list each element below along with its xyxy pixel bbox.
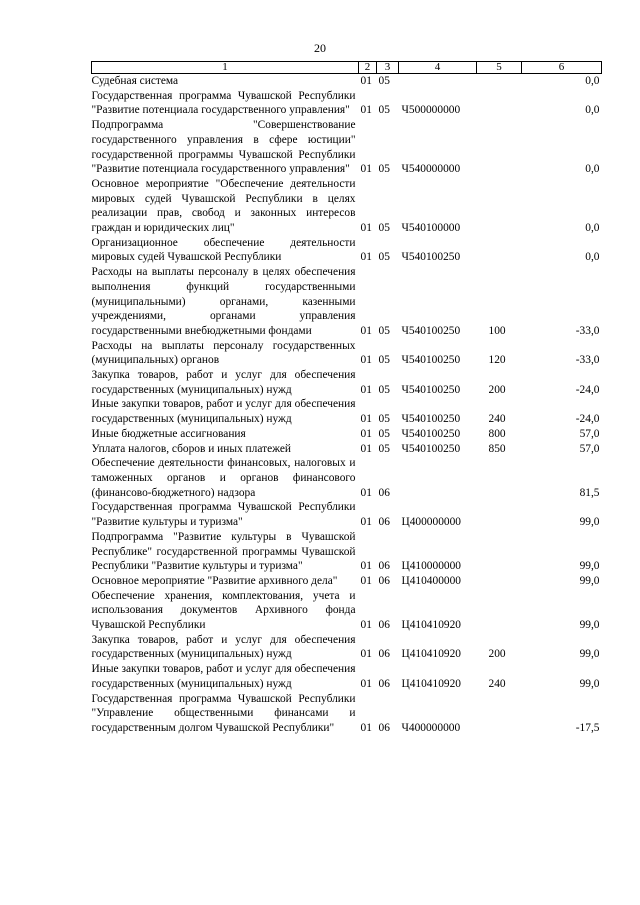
row-description: Иные бюджетные ассигнования [91, 427, 246, 440]
row-subsection: 05 [378, 163, 390, 176]
table-body [92, 74, 602, 736]
table-row [92, 662, 602, 691]
row-expense-type: 800 [488, 427, 506, 440]
row-expense-type [477, 177, 522, 236]
table-row [92, 456, 602, 500]
row-amount: 0,0 [585, 251, 600, 264]
row-section: 01 [360, 251, 372, 264]
column-header-section: 2 [359, 62, 377, 74]
table-header [92, 62, 602, 74]
row-subsection: 05 [378, 383, 390, 396]
column-header-subsection: 3 [377, 62, 399, 74]
row-section: 01 [360, 104, 372, 117]
row-target-article [399, 74, 477, 89]
row-expense-type [477, 530, 522, 574]
column-header-name: 1 [92, 62, 359, 74]
row-expense-type: 240 [488, 413, 506, 426]
row-description: Основное мероприятие "Обеспечение деятельности мировых судей Чувашской Республики в целях реализации прав, свобод и законных интересов граждан и юридических лиц" [91, 177, 356, 235]
table-row [92, 368, 602, 397]
row-description: Иные закупки товаров, работ и услуг для обеспечения государственных (муниципальных) нужд [91, 663, 356, 690]
row-section: 01 [360, 413, 372, 426]
row-amount: -24,0 [575, 383, 600, 396]
row-amount: -33,0 [575, 324, 600, 337]
row-description: Государственная программа Чувашской Республики "Развитие потенциала государственного управления" [91, 89, 356, 117]
row-amount: 0,0 [585, 222, 600, 235]
row-expense-type [477, 500, 522, 529]
table-row [92, 339, 602, 368]
row-amount: 99,0 [579, 619, 600, 632]
table-row [92, 530, 602, 574]
row-target-article: Ц400000000 [401, 516, 461, 529]
row-target-article: Ц410410920 [401, 648, 461, 661]
row-target-article: Ч540100250 [401, 354, 461, 367]
row-description: Закупка товаров, работ и услуг для обеспечения государственных (муниципальных) нужд [91, 633, 356, 661]
row-target-article: Ц410410920 [401, 619, 461, 632]
row-target-article: Ц410410920 [401, 677, 461, 690]
row-section: 01 [360, 324, 372, 337]
row-target-article: Ч500000000 [401, 104, 461, 117]
row-section: 01 [360, 721, 372, 734]
row-subsection: 05 [378, 75, 390, 87]
row-target-article: Ч540100250 [401, 324, 461, 337]
row-subsection: 05 [378, 222, 390, 235]
row-target-article [399, 456, 477, 500]
row-section: 01 [360, 486, 372, 499]
row-description: Уплата налогов, сборов и иных платежей [91, 442, 291, 455]
row-amount: 99,0 [579, 560, 600, 573]
row-section: 01 [360, 516, 372, 529]
row-section: 01 [360, 222, 372, 235]
row-subsection: 06 [378, 516, 390, 529]
row-subsection: 06 [378, 560, 390, 573]
row-expense-type: 240 [488, 677, 506, 690]
row-subsection: 05 [378, 354, 390, 367]
row-expense-type [477, 574, 522, 589]
row-section: 01 [360, 354, 372, 367]
row-description: Государственная программа Чувашской Республики "Развитие культуры и туризма" [91, 501, 356, 529]
table-row [92, 177, 602, 236]
row-subsection: 06 [378, 648, 390, 661]
row-target-article: Ц410400000 [401, 574, 461, 587]
row-expense-type [477, 236, 522, 265]
row-amount: -17,5 [575, 721, 600, 734]
row-subsection: 05 [378, 427, 390, 440]
row-description: Судебная система [91, 75, 179, 87]
row-target-article: Ч540100250 [401, 413, 461, 426]
row-description: Расходы на выплаты персоналу государственных (муниципальных) органов [91, 339, 356, 367]
row-target-article: Ч400000000 [401, 721, 461, 734]
row-description: Основное мероприятие "Развитие архивного дела" [91, 574, 338, 587]
row-description: Закупка товаров, работ и услуг для обеспечения государственных (муниципальных) нужд [91, 369, 356, 396]
row-target-article: Ч540000000 [401, 163, 461, 176]
table-row [92, 236, 602, 265]
row-expense-type [477, 589, 522, 633]
row-expense-type: 200 [488, 648, 506, 661]
row-expense-type [477, 74, 522, 89]
row-description: Организационное обеспечение деятельности мировых судей Чувашской Республики [91, 236, 356, 264]
row-subsection: 05 [378, 104, 390, 117]
table-row [92, 574, 602, 589]
header-row [92, 62, 602, 74]
row-target-article: Ч540100000 [401, 222, 461, 235]
row-expense-type [477, 456, 522, 500]
row-subsection: 06 [378, 574, 390, 587]
row-description: Государственная программа Чувашской Республики "Управление общественными финансами и государственным долгом Чувашской Республики" [91, 692, 356, 734]
row-section: 01 [360, 648, 372, 661]
row-subsection: 06 [378, 619, 390, 632]
row-amount: 99,0 [579, 516, 600, 529]
row-amount: 0,0 [585, 163, 600, 176]
row-subsection: 06 [378, 677, 390, 690]
row-target-article: Ч540100250 [401, 251, 461, 264]
row-section: 01 [360, 619, 372, 632]
row-target-article: Ч540100250 [401, 427, 461, 440]
column-header-expense-type: 5 [477, 62, 522, 74]
row-expense-type [477, 692, 522, 736]
row-description: Расходы на выплаты персоналу в целях обеспечения выполнения функций государственными (муниципальными) органами, казенными учреждениями, органами управления государственными внебюджетными фондами [91, 266, 356, 337]
table-row [92, 692, 602, 736]
row-subsection: 05 [378, 251, 390, 264]
row-amount: 99,0 [579, 648, 600, 661]
row-subsection: 05 [378, 413, 390, 426]
row-section: 01 [360, 163, 372, 176]
table-row [92, 265, 602, 339]
row-amount: -24,0 [575, 413, 600, 426]
table-row [92, 589, 602, 633]
row-amount: 0,0 [585, 104, 600, 117]
row-amount: 0,0 [585, 75, 600, 87]
row-description: Обеспечение хранения, комплектования, учета и использования документов Архивного фонда Чувашской Республики [91, 589, 356, 632]
row-section: 01 [360, 574, 372, 587]
row-amount: 81,5 [579, 486, 600, 499]
page-number: 20 [314, 41, 326, 55]
budget-table [91, 61, 602, 736]
column-header-target-article: 4 [399, 62, 477, 74]
table-row [92, 633, 602, 662]
table-row [92, 427, 602, 442]
table-row [92, 442, 602, 457]
row-target-article: Ч540100250 [401, 442, 461, 455]
row-expense-type [477, 118, 522, 177]
row-subsection: 05 [378, 324, 390, 337]
row-section: 01 [360, 75, 372, 87]
row-target-article: Ч540100250 [401, 383, 461, 396]
row-description: Обеспечение деятельности финансовых, налоговых и таможенных органов и органов финансового (финансово-бюджетного) надзора [91, 457, 356, 499]
table-row [92, 397, 602, 426]
row-expense-type: 850 [488, 442, 506, 455]
row-expense-type: 200 [488, 383, 506, 396]
row-amount: 99,0 [579, 677, 600, 690]
row-section: 01 [360, 442, 372, 455]
table-row [92, 500, 602, 529]
row-target-article: Ц410000000 [401, 560, 461, 573]
row-amount: 99,0 [579, 574, 600, 587]
row-section: 01 [360, 560, 372, 573]
row-amount: -33,0 [575, 354, 600, 367]
row-description: Иные закупки товаров, работ и услуг для обеспечения государственных (муниципальных) нужд [91, 398, 356, 426]
column-header-amount: 6 [522, 62, 602, 74]
table-row [92, 118, 602, 177]
row-amount: 57,0 [579, 427, 600, 440]
row-section: 01 [360, 427, 372, 440]
row-expense-type: 100 [488, 324, 506, 337]
row-amount: 57,0 [579, 442, 600, 455]
row-expense-type [477, 89, 522, 118]
row-expense-type: 120 [488, 354, 506, 367]
row-section: 01 [360, 383, 372, 396]
row-section: 01 [360, 677, 372, 690]
row-description: Подпрограмма "Развитие культуры в Чувашской Республике" государственной программы Чувашской Республики "Развитие культуры и туризма" [91, 530, 356, 573]
table-row [92, 89, 602, 118]
table-row [92, 74, 602, 89]
row-subsection: 06 [378, 721, 390, 734]
row-subsection: 06 [378, 486, 390, 499]
row-description: Подпрограмма "Совершенствование государственного управления в сфере юстиции" государственной программы Чувашской Республики "Развитие потенциала государственного управления" [91, 119, 356, 176]
row-subsection: 05 [378, 442, 390, 455]
